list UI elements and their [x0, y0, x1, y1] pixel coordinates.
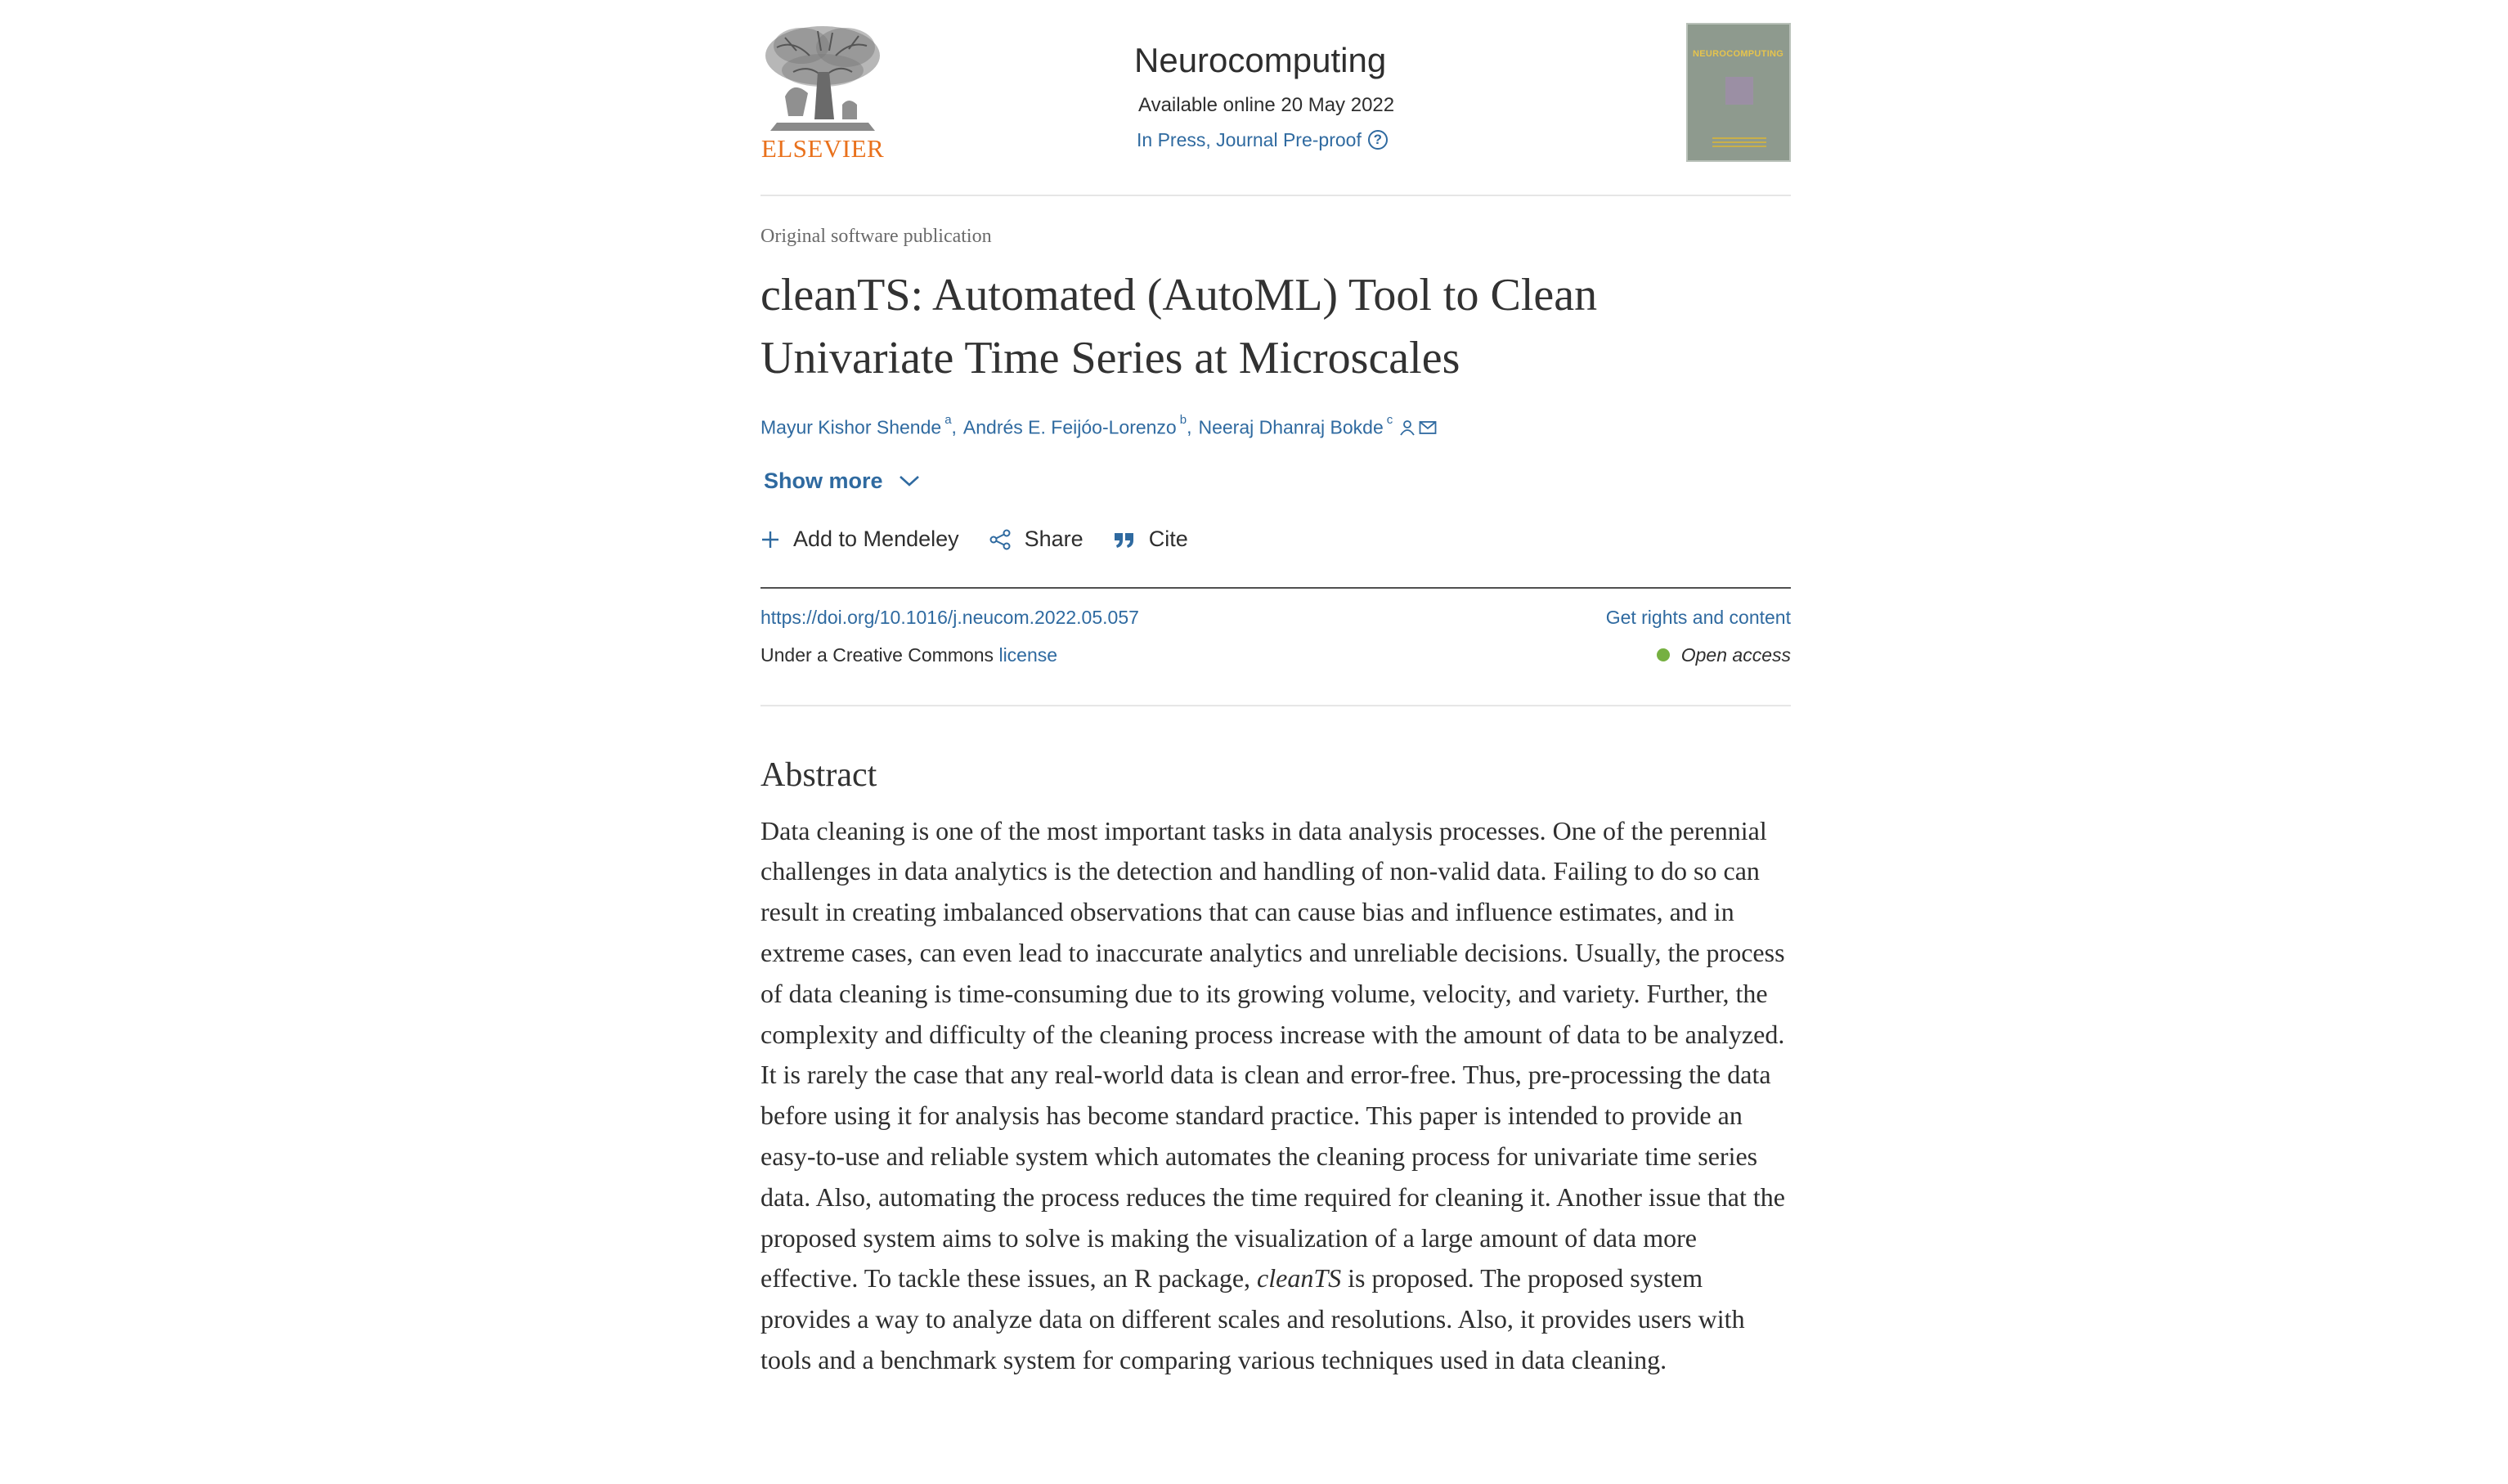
share-button[interactable]	[989, 527, 1084, 552]
elsevier-logo[interactable]	[760, 23, 885, 164]
available-online-date: Available online 20 May 2022	[1138, 94, 1395, 116]
license-link[interactable]: license	[998, 643, 1058, 666]
plus-icon	[760, 530, 780, 549]
email-icon[interactable]	[1419, 420, 1437, 435]
tree-icon	[760, 23, 885, 137]
doi-link[interactable]: https://doi.org/10.1016/j.neucom.2022.05.057	[760, 606, 1139, 628]
help-icon[interactable]: ?	[1368, 130, 1388, 150]
abstract-package-name: cleanTS	[1257, 1263, 1342, 1293]
article-title: cleanTS: Automated (AutoML) Tool to Clean Univariate Time Series at Microscales	[760, 270, 1598, 383]
abstract-body	[760, 811, 1791, 1381]
quote-icon	[1113, 530, 1136, 549]
article-status-label: In Press, Journal Pre-proof	[1137, 129, 1362, 150]
author-list	[760, 413, 1791, 439]
cite-label: Cite	[1148, 527, 1188, 552]
author-link[interactable]: Neeraj Dhanraj Bokde $^c$	[1198, 413, 1393, 438]
show-more-button[interactable]	[764, 469, 1791, 494]
article-page	[760, 0, 1791, 1381]
abstract-heading: Abstract	[760, 755, 877, 794]
author-link[interactable]: Mayur Kishor Shende $^a$	[760, 413, 952, 438]
chevron-down-icon	[898, 473, 921, 488]
author-separator: ,	[1187, 416, 1192, 438]
journal-info	[1134, 38, 1464, 155]
add-to-mendeley-label: Add to Mendeley	[793, 527, 959, 552]
article-status[interactable]	[1137, 124, 1464, 155]
open-access-label: Open access	[1680, 643, 1791, 666]
share-icon	[989, 528, 1012, 551]
abstract-text-part: Data cleaning is one of the most important tasks in data analysis processes. One of the perennial challenges in data analytics is the detection and handling of non-valid data. Failing to do so can result in creating imbalanced observations that can cause bias and influence estimates, and in extreme cases, can even lead to inaccurate analytics and unreliable decisions. Usually, the process of data cleaning is time-consuming due to its growing volume, velocity, and variety. Further, the complexity and difficulty of the cleaning process increase with the amount of data to be analyzed. It is rarely the case that any real-world data is clean and error-free. Thus, pre-processing the data before using it for analysis has become standard practice. This paper is intended to provide an easy-to-use and reliable system which automates the cleaning process for univariate time series data. Also, automating the process reduces the time required for cleaning it. Another issue that the proposed system aims to solve is making the visualization of a large amount of data more effective. To tackle these issues, an R package,	[760, 815, 1785, 1293]
license-statement	[760, 644, 1057, 666]
show-more-label: Show more	[764, 468, 883, 493]
article-identifiers	[760, 587, 1791, 706]
open-access-dot-icon	[1657, 648, 1670, 661]
author-separator: ,	[951, 416, 957, 438]
author-link[interactable]: Andrés E. Feijóo-Lorenzo $^b$	[962, 413, 1187, 438]
cite-button[interactable]	[1113, 527, 1188, 552]
cover-title: NEUROCOMPUTING	[1693, 49, 1784, 59]
cover-fine-print	[1712, 137, 1766, 149]
article-type: Original software publication	[760, 226, 992, 247]
article-header	[760, 0, 1791, 196]
person-icon[interactable]	[1399, 419, 1416, 436]
article-toolbar	[760, 523, 1791, 556]
corresponding-author-icons	[1399, 419, 1437, 436]
add-to-mendeley-button[interactable]	[760, 527, 959, 552]
journal-cover-image[interactable]	[1686, 23, 1791, 162]
share-label: Share	[1024, 527, 1084, 552]
cover-artwork	[1725, 77, 1753, 105]
license-prefix: Under a Creative Commons	[760, 643, 994, 666]
rights-and-content-link[interactable]: Get rights and content	[1605, 606, 1791, 628]
open-access-badge	[1657, 644, 1791, 666]
elsevier-wordmark: ELSEVIER	[760, 134, 885, 163]
abstract-text-part: is proposed. The proposed system provides a way to analyze data on different scales and resolutions. Also, it provides users with tools and a benchmark system for comparing various techniques used in data cleaning.	[760, 1263, 1745, 1375]
journal-title-link[interactable]: Neurocomputing	[1134, 41, 1387, 79]
